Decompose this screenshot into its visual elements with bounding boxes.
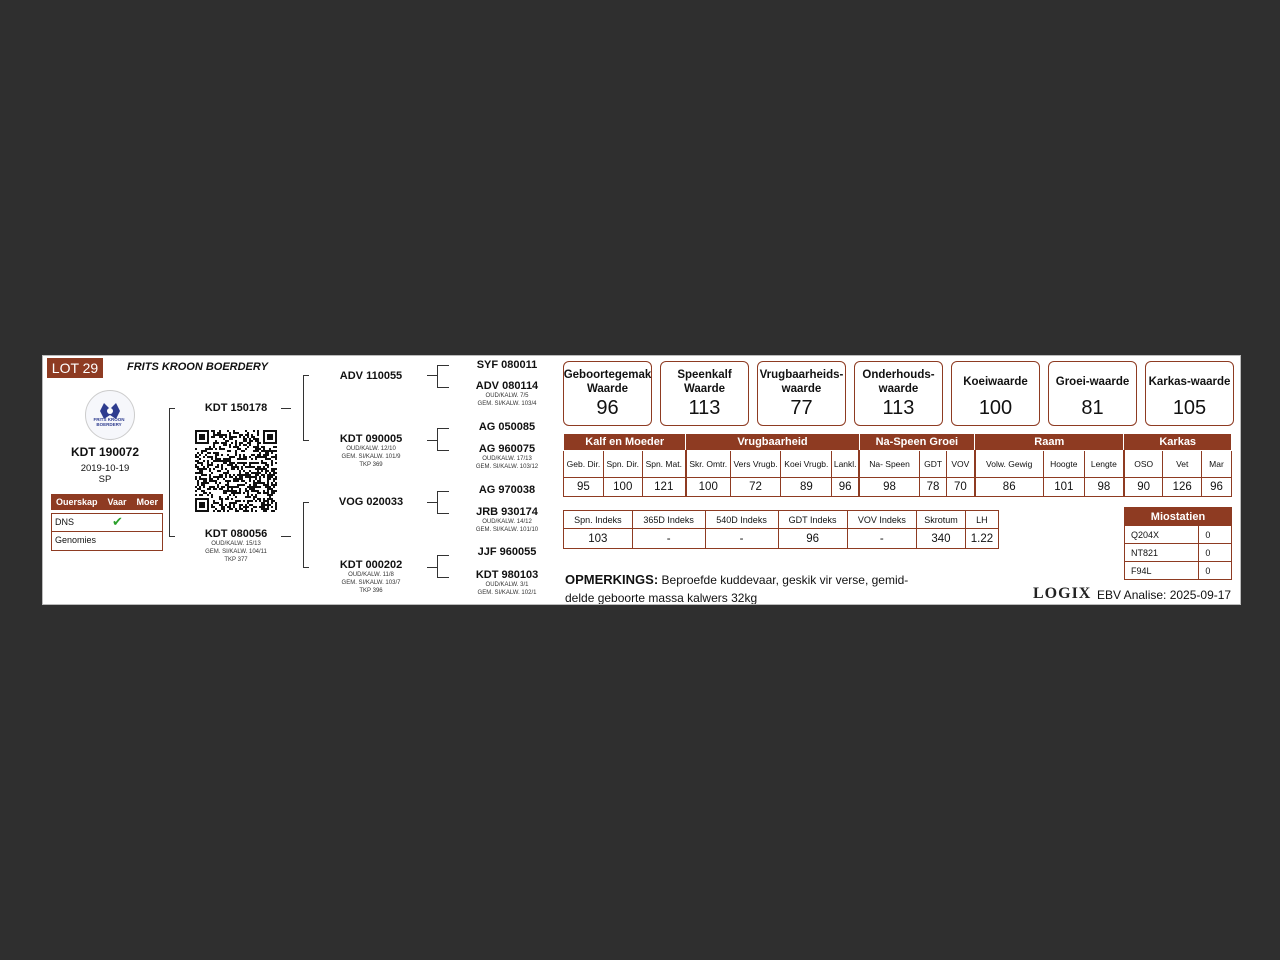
dd-l3: TKP 396: [359, 588, 383, 594]
sdd-id: AG 960075: [478, 443, 536, 455]
trait-value: 72: [730, 478, 781, 497]
dam-id: KDT 080056: [204, 528, 268, 540]
ebv-box: [1145, 361, 1234, 426]
logo-text: FRITS KROON BOERDERY: [93, 417, 125, 427]
trait-label: Lankl.: [832, 451, 859, 478]
ebv-box: [757, 361, 846, 426]
ssd-l2: GEM. SI/KALW. 103/4: [477, 401, 537, 407]
animal-id: KDT 190072: [70, 445, 140, 459]
ebv-label: Geboortegemak Waarde: [563, 369, 652, 395]
ddd-id: KDT 980103: [475, 569, 539, 581]
dam-l2: GEM. SI/KALW. 104/11: [205, 549, 267, 555]
index-label: VOV Indeks: [847, 511, 916, 529]
divider: [52, 531, 162, 532]
trait-label: OSO: [1124, 451, 1163, 478]
ddd-block: [461, 569, 553, 597]
trait-label: Spn. Mat.: [642, 451, 686, 478]
trait-label: Koei Vrugb.: [781, 451, 832, 478]
mio-gene: Q204X: [1125, 526, 1199, 544]
ssd-l1: OUD/KALW. 7/5: [485, 393, 529, 399]
ownership-sire: Vaar: [107, 497, 127, 507]
ebv-box: [1048, 361, 1137, 426]
ddd-l1: OUD/KALW. 3/1: [485, 582, 529, 588]
index-value: -: [847, 529, 916, 549]
sd-id: KDT 090005: [339, 433, 403, 445]
dd-l1: OUD/KALW. 11/8: [348, 572, 394, 578]
trait-value: 101: [1043, 478, 1084, 497]
logix-logo: LOGIX: [1033, 585, 1092, 602]
ownership-header: [51, 494, 163, 510]
lot-badge: LOT 29: [47, 358, 103, 378]
index-label: 540D Indeks: [705, 511, 778, 529]
dsd-l2: GEM. SI/KALW. 101/10: [475, 527, 539, 533]
sd-l1: OUD/KALW. 12/10: [346, 446, 396, 452]
mio-value: 0: [1199, 544, 1232, 562]
trait-label: GDT: [919, 451, 946, 478]
dam-l3: TKP 377: [224, 557, 248, 563]
ebv-value: 113: [688, 397, 721, 419]
trait-label: Mar: [1202, 451, 1232, 478]
sdd-l1: OUD/KALW. 17/13: [482, 456, 532, 462]
farm-logo: [85, 390, 135, 440]
trait-value: 126: [1163, 478, 1202, 497]
ebv-value: 96: [596, 397, 619, 419]
dsd-id: JRB 930174: [476, 506, 538, 518]
trait-value: 98: [1084, 478, 1124, 497]
ebv-value: 81: [1081, 397, 1104, 419]
group-fertility: Vrugbaarheid: [686, 434, 859, 451]
farm-logo-icon: [86, 391, 134, 439]
trait-value: 95: [564, 478, 604, 497]
ebv-box: [563, 361, 652, 426]
ebv-box: [660, 361, 749, 426]
ds-id: VOG 020033: [338, 496, 404, 508]
remarks-text1: Beproefde kuddevaar, geskik vir verse, gemid-: [661, 573, 909, 587]
trait-label: Na- Speen: [859, 451, 919, 478]
ebv-value: 105: [1172, 397, 1207, 419]
trait-table: [563, 433, 1232, 497]
ssd-block: [461, 380, 553, 408]
ownership-box: [51, 513, 163, 551]
index-label: 365D Indeks: [632, 511, 705, 529]
trait-value: 100: [603, 478, 642, 497]
ebv-box: [951, 361, 1040, 426]
ssd-id: ADV 080114: [475, 380, 539, 392]
index-label: Skrotum: [917, 511, 966, 529]
ebv-value: 113: [882, 397, 915, 419]
sss-id: SYF 080011: [476, 359, 538, 371]
index-value: 340: [917, 529, 966, 549]
trait-label: Skr. Omtr.: [686, 451, 730, 478]
myostatin-table: [1124, 507, 1232, 580]
index-label: Spn. Indeks: [564, 511, 633, 529]
index-value: 1.22: [965, 529, 998, 549]
trait-label: Volw. Gewig: [975, 451, 1044, 478]
dd-l2: GEM. SI/KALW. 103/7: [341, 580, 401, 586]
remarks-label: OPMERKINGS:: [565, 572, 659, 587]
genomics-label: Genomies: [55, 535, 97, 545]
group-frame: Raam: [975, 434, 1124, 451]
trait-value: 100: [686, 478, 730, 497]
trait-label: VOV: [947, 451, 975, 478]
index-value: -: [705, 529, 778, 549]
trait-value: 121: [642, 478, 686, 497]
sdd-l2: GEM. SI/KALW. 103/12: [475, 464, 539, 470]
index-value: 103: [564, 529, 633, 549]
myostatin-title: Miostatien: [1125, 508, 1232, 526]
mio-gene: F94L: [1125, 562, 1199, 580]
index-value: 96: [778, 529, 847, 549]
dss-id: AG 970038: [478, 484, 536, 496]
qr-code[interactable]: [195, 430, 277, 512]
sire-id: KDT 150178: [204, 402, 268, 414]
farm-name: FRITS KROON BOERDERY: [127, 361, 268, 373]
index-label: LH: [965, 511, 998, 529]
trait-value: 96: [1202, 478, 1232, 497]
mio-value: 0: [1199, 562, 1232, 580]
trait-value: 90: [1124, 478, 1163, 497]
trait-label: Vers Vrugb.: [730, 451, 781, 478]
trait-label: Lengte: [1084, 451, 1124, 478]
ownership-label: Ouerskap: [55, 497, 98, 507]
animal-dob: 2019-10-19: [80, 463, 130, 474]
trait-label: Vet: [1163, 451, 1202, 478]
trait-value: 78: [919, 478, 946, 497]
ebv-label: Karkas-waarde: [1148, 376, 1231, 388]
ebv-label: Onderhouds-waarde: [862, 369, 935, 395]
ownership-dam: Moer: [136, 497, 158, 507]
sd-block: [325, 433, 417, 469]
dsd-block: [461, 506, 553, 534]
qr-code-icon: [195, 430, 277, 512]
trait-value: 89: [781, 478, 832, 497]
trait-label: Spn. Dir.: [603, 451, 642, 478]
index-value: -: [632, 529, 705, 549]
trait-value: 70: [947, 478, 975, 497]
group-calf-dam: Kalf en Moeder: [564, 434, 686, 451]
sd-l3: TKP 369: [359, 462, 383, 468]
ebv-label: Speenkalf Waarde: [677, 369, 732, 395]
sds-id: AG 050085: [478, 421, 536, 433]
dd-block: [325, 559, 417, 595]
trait-label: Geb. Dir.: [564, 451, 604, 478]
trait-value: 86: [975, 478, 1044, 497]
index-label: GDT Indeks: [778, 511, 847, 529]
dds-id: JJF 960055: [477, 546, 537, 558]
ebv-box: [854, 361, 943, 426]
ebv-value: 100: [978, 397, 1013, 419]
trait-value: 98: [859, 478, 919, 497]
dsd-l1: OUD/KALW. 14/12: [482, 519, 532, 525]
dd-id: KDT 000202: [339, 559, 403, 571]
analysis-date: EBV Analise: 2025-09-17: [1097, 588, 1232, 602]
dns-label: DNS: [55, 517, 75, 527]
index-table: [563, 510, 999, 549]
ss-id: ADV 110055: [339, 370, 403, 382]
dam-l1: OUD/KALW. 15/13: [211, 541, 261, 547]
remarks-text2: delde geboorte massa kalwers 32kg: [565, 591, 758, 605]
remarks: [565, 571, 925, 605]
sd-l2: GEM. SI/KALW. 101/9: [341, 454, 401, 460]
group-post-weaning: Na-Speen Groei: [859, 434, 974, 451]
ebv-label: Vrugbaarheids-waarde: [759, 369, 844, 395]
trait-label: Hoogte: [1043, 451, 1084, 478]
trait-value: 96: [832, 478, 859, 497]
bull-card: [42, 355, 1241, 605]
mio-gene: NT821: [1125, 544, 1199, 562]
ebv-value: 77: [790, 397, 813, 419]
check-icon: ✔: [112, 514, 123, 529]
ebv-label: Groei-waarde: [1055, 376, 1130, 388]
sdd-block: [461, 443, 553, 471]
group-carcass: Karkas: [1124, 434, 1232, 451]
animal-breed: SP: [98, 474, 112, 485]
ebv-label: Koeiwaarde: [963, 376, 1028, 388]
dam-block: [193, 528, 279, 564]
ddd-l2: GEM. SI/KALW. 102/1: [477, 590, 537, 596]
mio-value: 0: [1199, 526, 1232, 544]
